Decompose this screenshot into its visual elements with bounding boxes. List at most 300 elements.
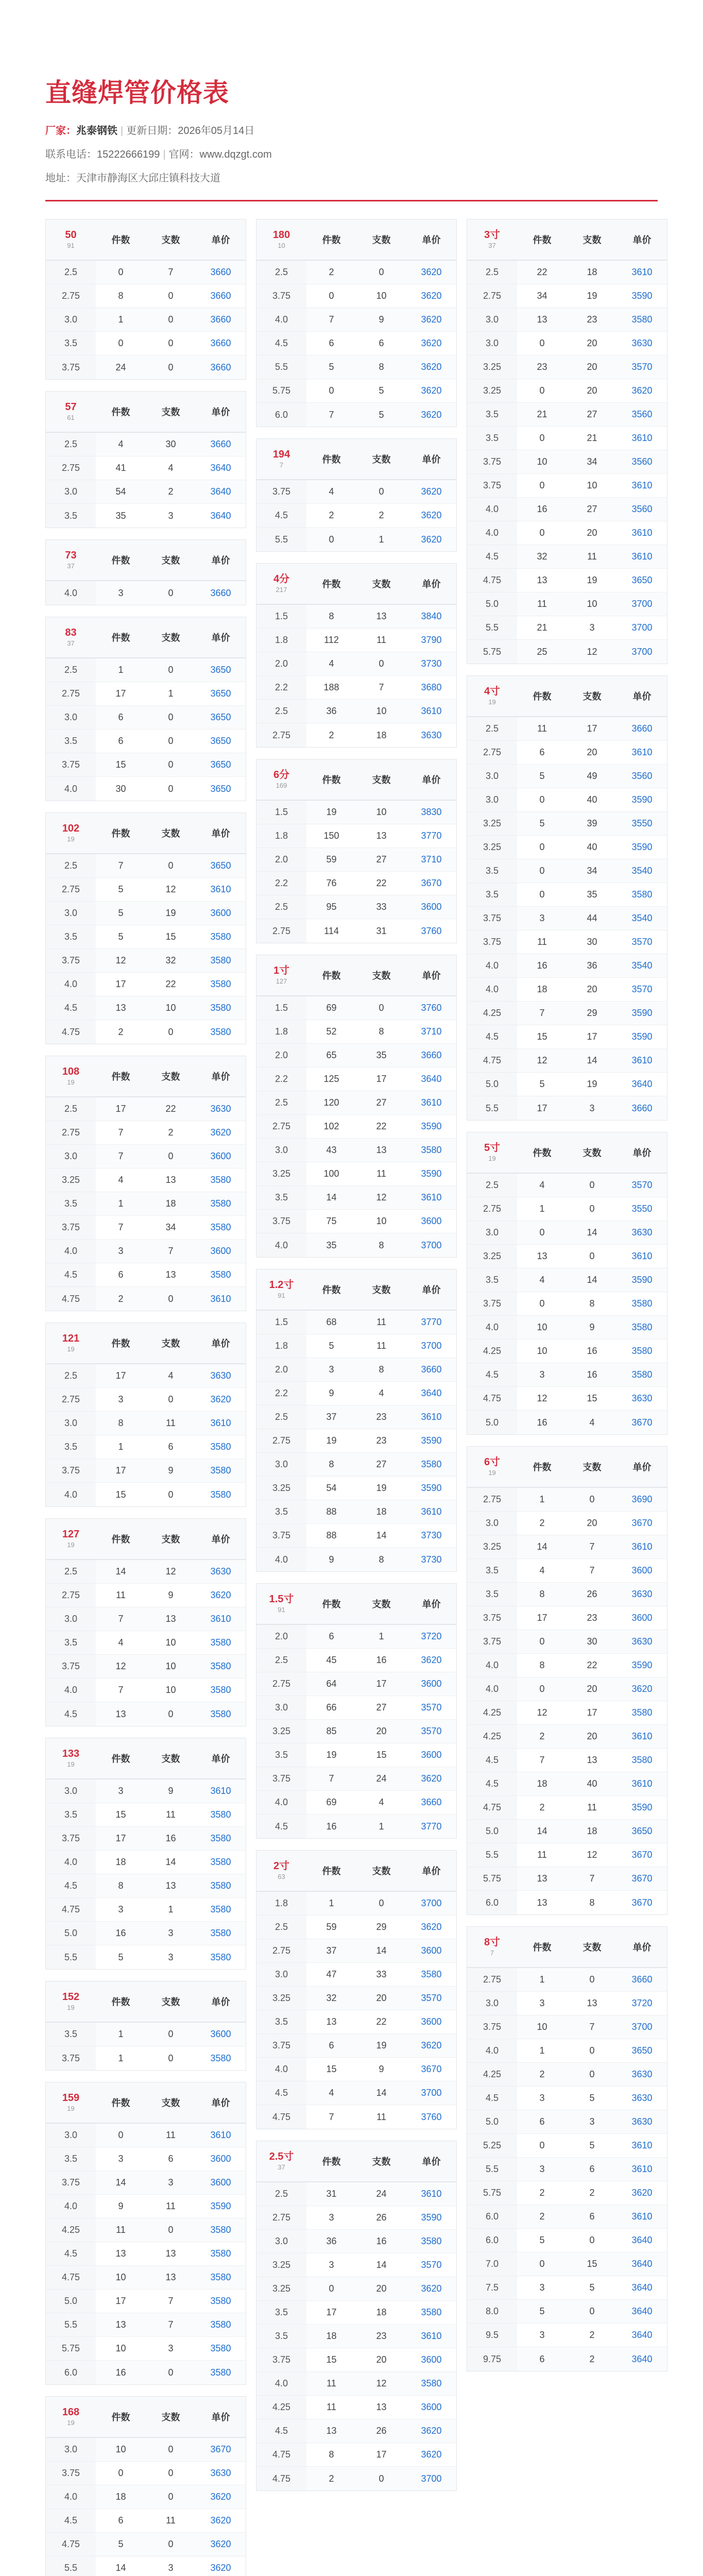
wall-thickness-cell: 3.5 <box>256 1500 306 1523</box>
wall-thickness-cell: 3.75 <box>46 1216 96 1239</box>
price-table <box>467 675 667 1121</box>
bundle-cell: 2 <box>168 1127 174 1138</box>
bundle-header: 支数 <box>582 235 602 245</box>
table-row <box>46 2218 246 2242</box>
price-cell: 3620 <box>421 314 442 325</box>
qty-cell: 3 <box>539 2164 545 2174</box>
qty-cell: 95 <box>326 902 337 912</box>
price-cell: 3620 <box>421 385 442 396</box>
table-row <box>467 836 667 859</box>
price-cell: 3640 <box>210 510 231 521</box>
bundle-header: 支数 <box>582 1462 602 1472</box>
bundle-cell: 23 <box>376 1435 387 1446</box>
bundle-cell: 19 <box>376 1483 387 1493</box>
qty-header: 件数 <box>111 1997 130 2007</box>
bundle-cell: 0 <box>168 338 174 348</box>
price-table <box>45 2082 246 2385</box>
bundle-cell: 13 <box>165 1269 176 1280</box>
table-row <box>467 1340 667 1363</box>
price-cell: 3630 <box>631 338 653 348</box>
qty-cell: 54 <box>115 486 126 497</box>
table-row <box>46 878 246 902</box>
qty-cell: 17 <box>115 1833 126 1843</box>
spec-value: 6分 <box>273 769 290 781</box>
table-row <box>256 480 456 504</box>
price-cell: 3560 <box>631 771 653 781</box>
price-table <box>256 1850 457 2129</box>
bundle-header: 支数 <box>161 1072 180 1082</box>
price-cell: 3610 <box>421 1506 442 1517</box>
table-header <box>46 1738 246 1780</box>
qty-cell: 18 <box>115 2492 126 2502</box>
table-row <box>467 1968 667 1992</box>
qty-cell: 2 <box>539 2069 545 2079</box>
table-row <box>256 824 456 848</box>
qty-cell: 14 <box>115 1566 126 1577</box>
price-cell: 3700 <box>631 646 653 657</box>
qty-cell: 35 <box>326 1240 337 1250</box>
bundle-cell: 0 <box>168 1489 174 1500</box>
qty-cell: 64 <box>326 1679 337 1689</box>
price-cell: 3590 <box>421 1435 442 1446</box>
wall-thickness-cell: 3.5 <box>467 883 517 906</box>
price-cell: 3650 <box>210 783 231 794</box>
spec-count: 19 <box>67 2105 75 2112</box>
table-row <box>46 1874 246 1898</box>
qty-cell: 16 <box>115 2367 126 2378</box>
bundle-cell: 2 <box>168 486 174 497</box>
qty-cell: 23 <box>537 362 547 372</box>
wall-thickness-cell: 4.5 <box>46 1874 96 1897</box>
bundle-cell: 17 <box>376 1679 387 1689</box>
table-row <box>467 1292 667 1316</box>
qty-cell: 2 <box>329 2473 334 2484</box>
meta-block <box>45 125 658 184</box>
wall-thickness-cell: 4.0 <box>467 498 517 521</box>
price-cell: 3600 <box>631 1613 653 1623</box>
wall-thickness-cell: 3.75 <box>256 2034 306 2057</box>
bundle-cell: 8 <box>589 1298 595 1309</box>
bundle-cell: 6 <box>589 2164 595 2174</box>
bundle-header: 支数 <box>372 775 391 785</box>
qty-header: 件数 <box>533 691 552 702</box>
wall-thickness-cell: 4.75 <box>46 1287 96 1311</box>
price-cell: 3660 <box>210 362 231 372</box>
table-row <box>46 2147 246 2171</box>
price-table <box>45 812 246 1044</box>
price-cell: 3570 <box>631 1180 653 1190</box>
wall-thickness-cell: 3.0 <box>46 1145 96 1168</box>
price-cell: 3600 <box>421 1216 442 1226</box>
wall-thickness-cell: 3.75 <box>256 1767 306 1790</box>
wall-thickness-cell: 3.75 <box>46 1459 96 1482</box>
bundle-cell: 11 <box>166 2201 176 2211</box>
bundle-cell: 19 <box>587 291 597 301</box>
spec-value: 8寸 <box>484 1937 501 1948</box>
qty-header: 件数 <box>111 828 130 839</box>
price-cell: 3620 <box>421 510 442 520</box>
qty-cell: 13 <box>537 1873 547 1884</box>
price-cell: 3610 <box>631 2211 653 2222</box>
table-header <box>256 1269 456 1311</box>
table-header <box>256 219 456 261</box>
wall-thickness-cell: 3.0 <box>46 480 96 503</box>
spec-header <box>46 392 96 432</box>
wall-thickness-cell: 2.5 <box>46 1560 96 1583</box>
price-cell: 3640 <box>631 2306 653 2316</box>
price-cell: 3610 <box>631 551 653 562</box>
wall-thickness-cell: 5.5 <box>467 1843 517 1867</box>
qty-cell: 59 <box>326 854 337 865</box>
spec-count: 10 <box>278 242 285 249</box>
price-cell: 3660 <box>421 1797 442 1807</box>
table-row <box>46 1364 246 1388</box>
qty-cell: 66 <box>326 1702 337 1713</box>
separator: | <box>163 149 166 160</box>
bundle-cell: 11 <box>376 1341 386 1351</box>
price-cell: 3710 <box>421 1026 442 1037</box>
price-cell: 3660 <box>631 1103 653 1113</box>
price-cell: 3560 <box>631 456 653 467</box>
qty-cell: 14 <box>115 2563 126 2573</box>
price-cell: 3630 <box>210 1104 231 1114</box>
qty-cell: 17 <box>326 2307 337 2317</box>
qty-cell: 11 <box>537 599 547 609</box>
qty-cell: 16 <box>537 1417 547 1428</box>
bundle-header: 支数 <box>582 1942 602 1953</box>
wall-thickness-cell: 3.0 <box>46 1607 96 1631</box>
price-cell: 3550 <box>631 818 653 828</box>
spec-count: 127 <box>276 977 287 985</box>
table-row <box>46 730 246 753</box>
qty-cell: 18 <box>326 2331 337 2341</box>
bundle-cell: 49 <box>587 771 597 781</box>
price-cell: 3620 <box>421 1922 442 1932</box>
bundle-cell: 0 <box>168 2468 174 2478</box>
wall-thickness-cell: 3.0 <box>46 1780 96 1803</box>
qty-cell: 18 <box>537 984 547 994</box>
table-row <box>256 2010 456 2034</box>
wall-thickness-cell: 2.75 <box>46 284 96 308</box>
qty-cell: 13 <box>326 2426 337 2436</box>
wall-thickness-cell: 4.75 <box>46 1898 96 1921</box>
wall-thickness-cell: 7.5 <box>467 2276 517 2299</box>
bundle-cell: 23 <box>587 314 597 325</box>
bundle-cell: 13 <box>165 2272 176 2282</box>
price-cell: 3650 <box>210 712 231 722</box>
bundle-cell: 26 <box>376 2212 387 2223</box>
price-cell: 3620 <box>421 486 442 497</box>
table-row <box>467 812 667 836</box>
price-table <box>256 955 457 1258</box>
price-cell: 3580 <box>210 1442 231 1452</box>
wall-thickness-cell: 3.25 <box>46 1168 96 1192</box>
qty-cell: 5 <box>539 1079 545 1089</box>
meta-row-2 <box>45 148 658 161</box>
table-row <box>467 1535 667 1559</box>
bundle-cell: 0 <box>589 2069 595 2079</box>
qty-cell: 4 <box>329 2088 334 2098</box>
qty-header: 件数 <box>322 1599 341 1609</box>
spec-count: 37 <box>67 562 75 570</box>
bundle-cell: 4 <box>168 463 174 473</box>
qty-cell: 0 <box>118 338 124 348</box>
bundle-cell: 0 <box>168 759 174 770</box>
qty-header: 件数 <box>111 1072 130 1082</box>
wall-thickness-cell: 4.5 <box>467 1025 517 1048</box>
bundle-cell: 10 <box>165 1685 176 1695</box>
table-row <box>46 1945 246 1969</box>
price-cell: 3610 <box>421 1412 442 1422</box>
wall-thickness-cell: 3.0 <box>467 1221 517 1244</box>
bundle-cell: 0 <box>379 658 384 669</box>
price-header: 单价 <box>211 555 230 566</box>
qty-cell: 15 <box>326 2354 337 2365</box>
table-row <box>46 1097 246 1121</box>
price-cell: 3660 <box>210 587 231 598</box>
qty-cell: 3 <box>118 587 124 598</box>
spec-count: 19 <box>67 2004 75 2011</box>
qty-cell: 14 <box>537 1826 547 1836</box>
qty-cell: 3 <box>118 1246 124 1256</box>
price-cell: 3580 <box>210 1661 231 1671</box>
qty-cell: 12 <box>115 1661 126 1671</box>
table-row <box>467 1583 667 1606</box>
table-row <box>46 1435 246 1459</box>
price-table <box>256 1269 457 1572</box>
bundle-cell: 9 <box>168 1590 174 1600</box>
price-cell: 3620 <box>210 1590 231 1600</box>
price-cell: 3600 <box>421 2016 442 2027</box>
wall-thickness-cell: 3.5 <box>46 925 96 948</box>
price-cell: 3660 <box>210 314 231 325</box>
spec-count: 169 <box>276 782 287 789</box>
wall-thickness-cell: 3.25 <box>256 1477 306 1500</box>
wall-thickness-cell: 3.25 <box>256 2253 306 2277</box>
qty-cell: 54 <box>326 1483 337 1493</box>
wall-thickness-cell: 3.0 <box>256 1963 306 1986</box>
table-row <box>46 2337 246 2361</box>
wall-thickness-cell: 2.5 <box>467 261 517 284</box>
qty-cell: 45 <box>326 1655 337 1665</box>
wall-thickness-cell: 1.5 <box>256 1311 306 1334</box>
table-row <box>46 308 246 332</box>
table-row <box>256 2301 456 2325</box>
bundle-cell: 20 <box>376 1726 387 1736</box>
bundle-cell: 27 <box>587 504 597 514</box>
bundle-cell: 20 <box>587 338 597 348</box>
wall-thickness-cell: 2.0 <box>256 1625 306 1648</box>
table-row <box>467 954 667 978</box>
table-row <box>46 1240 246 1263</box>
qty-cell: 0 <box>118 267 124 277</box>
table-row <box>256 1987 456 2010</box>
table-row <box>46 925 246 949</box>
bundle-cell: 18 <box>165 1198 176 1209</box>
qty-cell: 3 <box>539 2330 545 2340</box>
qty-cell: 16 <box>326 1821 337 1832</box>
spec-header <box>467 219 517 260</box>
table-row <box>467 2015 667 2039</box>
wall-thickness-cell: 4.5 <box>467 1772 517 1795</box>
qty-cell: 7 <box>539 1755 545 1765</box>
price-cell: 3760 <box>421 2111 442 2122</box>
bundle-header: 支数 <box>161 1754 180 1764</box>
bundle-cell: 4 <box>168 1370 174 1381</box>
spec-value: 180 <box>272 229 290 241</box>
table-row <box>256 848 456 872</box>
qty-header: 件数 <box>111 1338 130 1349</box>
bundle-cell: 9 <box>379 314 384 325</box>
bundle-cell: 30 <box>165 439 176 449</box>
price-cell: 3580 <box>210 1685 231 1695</box>
wall-thickness-cell: 3.0 <box>46 308 96 331</box>
table-row <box>467 640 667 664</box>
price-table <box>45 1981 246 2071</box>
bundle-cell: 14 <box>587 1275 597 1285</box>
price-cell: 3630 <box>631 1393 653 1403</box>
spec-header <box>46 1519 96 1559</box>
bundle-cell: 0 <box>168 1394 174 1404</box>
spec-value: 1寸 <box>273 965 290 976</box>
qty-cell: 0 <box>539 794 545 805</box>
qty-cell: 1 <box>539 1974 545 1985</box>
price-cell: 3580 <box>631 1369 653 1380</box>
spec-header <box>467 1447 517 1487</box>
bundle-cell: 12 <box>376 1192 387 1202</box>
bundle-cell: 16 <box>376 1655 387 1665</box>
wall-thickness-cell: 4.0 <box>46 1483 96 1506</box>
table-row <box>256 2443 456 2467</box>
bundle-cell: 0 <box>168 736 174 746</box>
bundle-cell: 24 <box>376 1773 387 1784</box>
price-cell: 3580 <box>210 1904 231 1914</box>
bundle-header: 支数 <box>372 1599 391 1609</box>
price-cell: 3620 <box>210 2492 231 2502</box>
qty-cell: 8 <box>539 1589 545 1599</box>
wall-thickness-cell: 3.0 <box>467 1512 517 1535</box>
table-row <box>46 2266 246 2290</box>
qty-header: 件数 <box>111 407 130 417</box>
price-cell: 3670 <box>631 1518 653 1528</box>
qty-cell: 2 <box>329 730 334 740</box>
wall-thickness-cell: 5.5 <box>467 616 517 639</box>
table-row <box>46 504 246 528</box>
table-row <box>46 2023 246 2046</box>
table-row <box>256 1743 456 1767</box>
bundle-cell: 17 <box>376 1074 387 1084</box>
price-cell: 3580 <box>210 1003 231 1013</box>
table-row <box>467 1843 667 1867</box>
price-cell: 3580 <box>210 1222 231 1232</box>
bundle-cell: 0 <box>168 291 174 301</box>
table-row <box>46 2313 246 2337</box>
qty-cell: 17 <box>115 688 126 699</box>
wall-thickness-cell: 5.75 <box>256 379 306 402</box>
wall-thickness-cell: 5.5 <box>46 2556 96 2576</box>
qty-header: 件数 <box>533 1148 552 1158</box>
qty-cell: 43 <box>326 1145 337 1155</box>
price-cell: 3620 <box>421 2426 442 2436</box>
manufacturer-name: 兆泰钢铁 <box>76 125 117 137</box>
table-row <box>46 996 246 1020</box>
qty-cell: 0 <box>329 385 334 396</box>
table-row <box>46 261 246 284</box>
price-cell: 3580 <box>210 955 231 965</box>
table-row <box>46 456 246 480</box>
spec-header <box>46 540 96 580</box>
wall-thickness-cell: 4.0 <box>256 1791 306 1814</box>
qty-cell: 112 <box>324 635 339 645</box>
spec-value: 102 <box>62 823 80 834</box>
price-cell: 3610 <box>421 1192 442 1202</box>
price-cell: 3600 <box>421 902 442 912</box>
bundle-cell: 0 <box>168 2029 174 2039</box>
bundle-header: 支数 <box>372 1285 391 1295</box>
wall-thickness-cell: 1.5 <box>256 801 306 824</box>
qty-cell: 2 <box>539 2188 545 2198</box>
bundle-header: 支数 <box>372 2157 391 2167</box>
table-row <box>256 1091 456 1115</box>
spec-count: 7 <box>279 461 284 469</box>
wall-thickness-cell: 4.5 <box>467 1749 517 1772</box>
bundle-cell: 14 <box>587 1055 597 1065</box>
price-table <box>45 1056 246 1311</box>
table-row <box>467 355 667 379</box>
bundle-cell: 10 <box>376 291 387 301</box>
wall-thickness-cell: 3.0 <box>467 1992 517 2015</box>
price-cell: 3640 <box>631 2353 653 2364</box>
price-header: 单价 <box>211 2412 230 2422</box>
price-cell: 3600 <box>421 1679 442 1689</box>
qty-cell: 15 <box>115 759 126 770</box>
price-cell: 3620 <box>210 2539 231 2549</box>
qty-cell: 69 <box>326 1797 337 1807</box>
wall-thickness-cell: 3.5 <box>256 2325 306 2348</box>
wall-thickness-cell: 4.5 <box>467 1363 517 1386</box>
table-row <box>46 1607 246 1631</box>
price-cell: 3560 <box>631 504 653 514</box>
qty-cell: 5 <box>539 2235 545 2245</box>
table-row <box>467 1387 667 1411</box>
wall-thickness-cell: 4.0 <box>46 2485 96 2509</box>
bundle-header: 支数 <box>161 828 180 839</box>
bundle-cell: 40 <box>587 794 597 805</box>
bundle-cell: 14 <box>376 2088 387 2098</box>
price-cell: 3630 <box>631 2116 653 2127</box>
qty-cell: 52 <box>326 1026 337 1037</box>
wall-thickness-cell: 5.5 <box>256 355 306 379</box>
table-row <box>256 629 456 652</box>
address: 地址：天津市静海区大邱庄镇科技大道 <box>45 173 220 184</box>
bundle-cell: 26 <box>587 1589 597 1599</box>
bundle-cell: 8 <box>589 1897 595 1908</box>
spec-count: 19 <box>67 1541 75 1549</box>
bundle-cell: 22 <box>165 1104 176 1114</box>
wall-thickness-cell: 3.5 <box>256 2010 306 2033</box>
qty-cell: 1 <box>118 2029 124 2039</box>
table-row <box>256 1916 456 1939</box>
price-cell: 3700 <box>421 2088 442 2098</box>
price-cell: 3640 <box>210 463 231 473</box>
qty-cell: 21 <box>537 409 547 419</box>
wall-thickness-cell: 5.75 <box>467 2181 517 2205</box>
bundle-cell: 11 <box>166 2130 176 2140</box>
qty-cell: 65 <box>326 1050 337 1060</box>
table-row <box>46 2485 246 2509</box>
price-header: 单价 <box>422 579 441 589</box>
table-row <box>256 2325 456 2348</box>
